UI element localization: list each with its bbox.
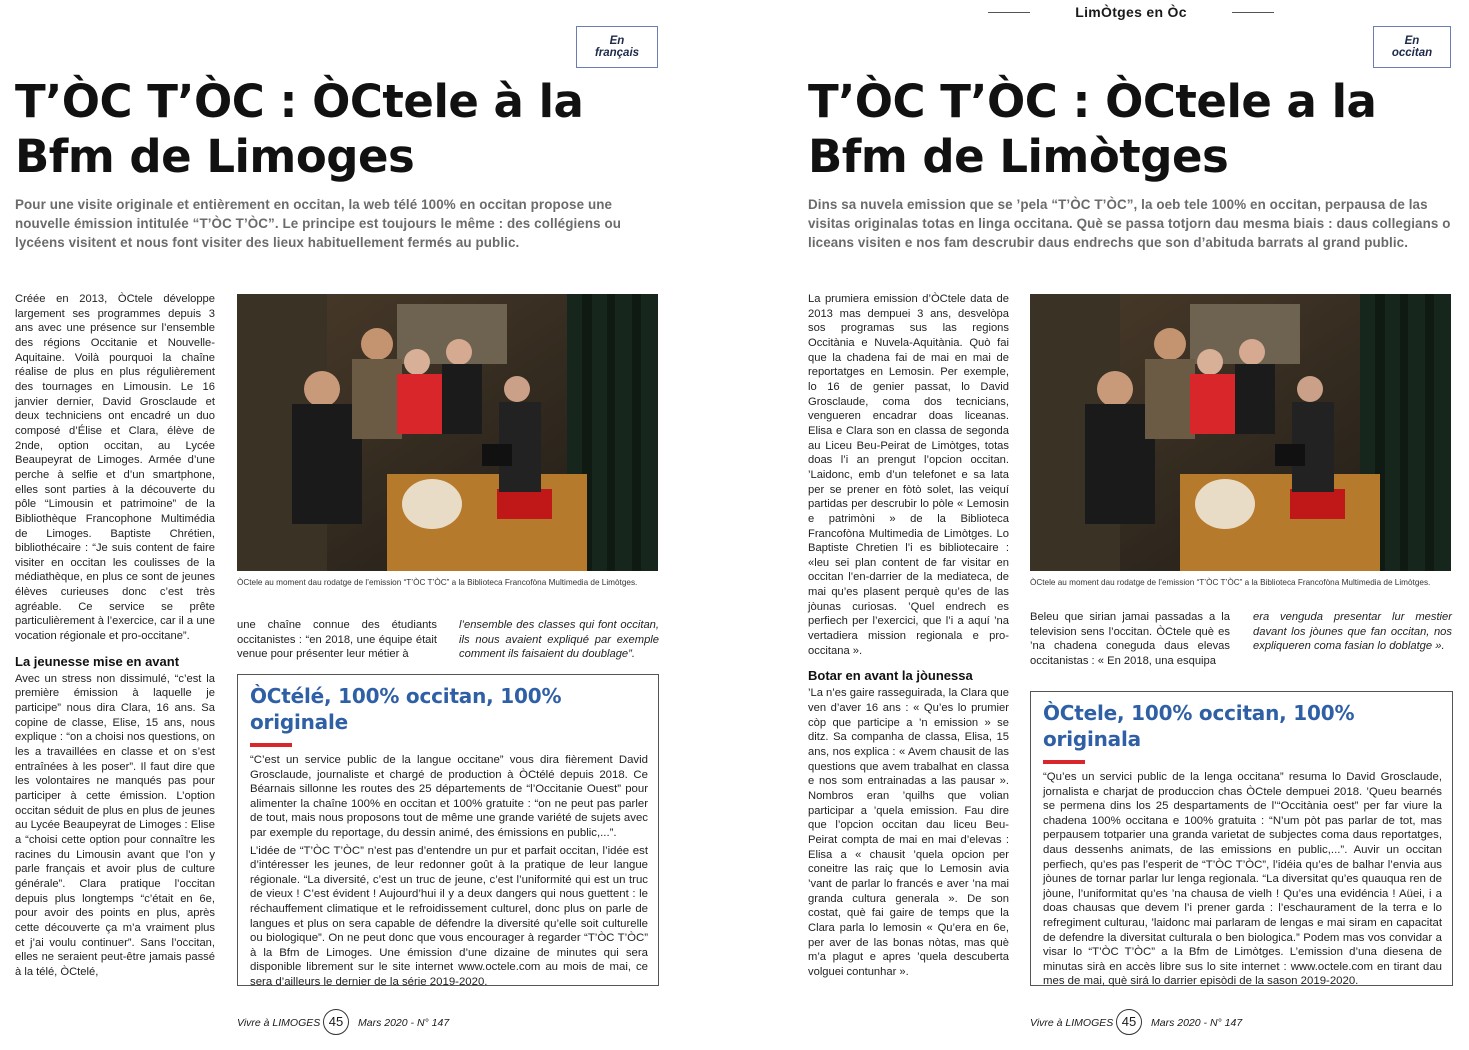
masthead-title: LimÒtges en Òc [1075, 4, 1187, 20]
body-paragraph: era venguda presentar lur mestier davant los jòunes que fan occitan, nos expliqueren coma fasian lo doblatge ». [1253, 611, 1452, 653]
photo-caption: ÒCtele au moment dau rodatge de l’emission “T’ÒC T’ÒC” a la Biblioteca Francofòna Multimedia de Limòtges. [237, 578, 638, 587]
article-lede: Pour une visite originale et entièrement en occitan, la web télé 100% en occitan propose une nouvelle émission intitulée “T’ÒC T’ÒC”. Le principe est toujours le même : des collégiens ou lycéens visitent et nous font visiter des lieux habituellement fermés au public. [15, 197, 622, 250]
article-column-1 [15, 292, 215, 980]
photo-illustration [237, 294, 658, 571]
right-page [735, 0, 1469, 1050]
article-headline: T’ÒC T’ÒC : ÒCtele a la Bfm de Limòtges [808, 75, 1377, 183]
page-footer [1030, 1008, 1290, 1038]
sidebar-box [237, 674, 659, 986]
footer-publication: Vivre à LIMOGES [237, 1017, 321, 1029]
page-number: 45 [1116, 1009, 1142, 1035]
footer-issue: Mars 2020 - N° 147 [1151, 1017, 1243, 1029]
article-headline: T’ÒC T’ÒC : ÒCtele à la Bfm de Limoges [15, 75, 584, 183]
page-footer [237, 1008, 497, 1038]
article-lede: Dins sa nuvela emission que se ’pela “T’ÒC T’ÒC”, la oeb tele 100% en occitan, perpausa de las visitas originalas totas en linga occitana. Què se passa totjorn dau mesma biais : daus collegians o liceans visiten e nos fam descrubir daus endrechs que son d’abituda barrats al grand public. [808, 197, 1451, 250]
article-photo [1030, 294, 1451, 571]
article-column-1 [808, 292, 1009, 980]
box-title: ÒCtélé, 100% occitan, 100% originale [250, 684, 562, 734]
red-rule [1043, 760, 1085, 764]
photo-caption: ÒCtele au moment dau rodatge de l’emission “T’ÒC T’ÒC” a la Biblioteca Francofòna Multimedia de Limòtges. [1030, 578, 1431, 587]
section-subhead: Botar en avant la jòunessa [808, 668, 973, 684]
footer-issue: Mars 2020 - N° 147 [358, 1017, 450, 1029]
section-masthead [988, 4, 1274, 24]
page-number: 45 [323, 1009, 349, 1035]
language-tag: En français [576, 26, 658, 68]
article-column-2 [1030, 610, 1230, 669]
article-photo [237, 294, 658, 571]
article-column-2 [237, 618, 437, 662]
body-paragraph: Créée en 2013, ÒCtele développe largement ses programmes depuis 3 ans avec une présence sur l’ensemble des régions Occitanie et Nouvelle-Aquitaine. Voilà pourquoi la chaîne réalise de plus en plus régulièrement des tournages en Limousin. Le 16 janvier dernier, David Grosclaude et deux techniciens ont encadré un duo composé d’Élise et Clara, élève de 2nde, option occitan, au Lycée Beaupeyrat de Limoges. Armée d’une perche à selfie et d’un smartphone, elles sont parties à la découverte du pôle “Limousin et patrimoine” de la Bibliothèque Francophone Multimédia de Limoges. Baptiste Chrétien, bibliothécaire : “Je suis content de faire visiter en occitan les coulisses de la médiathèque, en plus ce sont de jeunes élèves curieuses donc c’est très agréable. Ce service se prête particulièrement à l’exercice, car il a une vocation régionale et pro-occitane”. [15, 293, 215, 643]
body-paragraph: Avec un stress non dissimulé, “c’est la première émission à laquelle je participe” nous dira Clara, 16 ans. Sa copine de classe, Elise, 15 ans, nous explique : “on a choisi nos questions, on les a travaillées en classe et on s’est entraînées à les poser”. Il faut dire que les volontaires ne manqués pas pour participer à cette émission. L’option occitan séduit de plus en plus de jeunes au Lycée Beaupeyrat de Limoges : Elise a “choisi cette option pour connaître les racines du Limousin avant que l’on y parle français et avoir plus de culture générale”. Clara pratique l’occitan depuis plus longtemps “c’était en 6e, pour avoir des points en plus, après cette découverte ça m’a vraiment plus et j’ai voulu continuer”. Sans l’occitan, elles ne seraient peut-être jamais passé à la télé, ÒCtelé, [15, 672, 215, 978]
box-body [250, 753, 648, 990]
box-body [1043, 770, 1442, 989]
article-column-3 [1253, 610, 1452, 654]
red-rule [250, 743, 292, 747]
body-paragraph: Beleu que sirian jamai passadas a la television sens l’occitan. ÒCtele què es ’na chadena coneguda daus elevas occitanistas : « En 2018, una esquipa [1030, 611, 1230, 667]
photo-illustration [1030, 294, 1451, 571]
article-column-3 [459, 618, 659, 662]
footer-publication: Vivre à LIMOGES [1030, 1017, 1114, 1029]
body-paragraph: La prumiera emission d’ÒCtele data de 2013 mas dempuei 3 ans, desvelòpa sos programas sus las regions Occitània e Nuvela-Aquitània. Quò fai que la chadena fai de mai en mai de reportatges en Lemosin. Per exemple, lo 16 de genier passat, lo David Grosclaude, coma dos tecnicians, vengueren encadrar doas liceanas. Elisa e Clara son en classa de segonda au Liceu Beu-Peirat de Limòtges, totas doas l’i an prengut l’opcion occitan. ’Laidonc, emb d’un telefonet e sa lata per se prener en fòtò solet, las veiquí partidas per descrubir lo pòle « Lemosin e patrimòni » de la Biblioteca Francofòna Multimedia de Limòtges. Lo Baptiste Chretien l’i es bibliotecaire : «leu sei plan content de far visitar en occitan l’en-darrier de la mediateca, de mai qu’es plasent perquè qu’es de las jòunas curiosas. ’Quel endrech es perfiech per l’exercici, que l’i a aquí ’na vertadiera mission regionala e pro-occitana ». [808, 293, 1009, 657]
box-paragraph: L’idée de “T’ÒC T’ÒC” n’est pas d’entendre un pur et parfait occitan, l’idée est d’intéresser les jeunes, de leur redonner goût à la pratique de leur langue régionale. “La diversité, c’est un truc de jeune, c’est l’uniformité qui est un truc de vieux ! C’est évident ! Aujourd’hui il y a deux dangers qui nous guettent : le réchauffement climatique et le refroidissement culturel, donc plus on parle de langues et plus on sera capable de défendre la diversité qu’elle soit culturelle ou biologique”. On ne peut donc que vous encourager à regarder “T’ÒC T’ÒC” à la Bfm de Limoges. Une émission d’une dizaine de minutes qui sera disponible librement sur le site internet www.octele.com au mois de mai, ce sera d’ailleurs le dernier de la série 2019-2020. [250, 844, 648, 988]
left-page [0, 0, 734, 1050]
box-title: ÒCtele, 100% occitan, 100% originala [1043, 701, 1355, 751]
body-paragraph: ’La n’es gaire rasseguirada, la Clara que ven d’aver 16 ans : « Qu’es lo prumier còp que participe a ’n emission » se ditz. Sa companha de classa, Elisa, 15 ans, nos explica : « Avem chausit de las questions que avem trabalhat en classa e nos som entrainadas a las pausar ». Nombros eran ’quilhs que volian participar a ’quela emission. Fau dire que l’opcion occitan dau liceu Beu-Peirat compta de mai en mai d’elevas : Elisa a « chausit ’quela opcion per coneitre las raiç que lo Lemosin avia ’vant de parlar lo francés e aver ’na mai granda cultura generala ». De son costat, què fai gaire de temps que la Clara parla lo lemosin « Qu’era en 6e, per aver de las bonas nòtas, mas què m’a plagut e apres ’quela descuberta volguei contunhar ». [808, 687, 1009, 978]
body-paragraph: l’ensemble des classes qui font occitan, ils nous avaient expliqué par exemple comment ils faisaient du doublage”. [459, 619, 659, 661]
language-tag: En occitan [1373, 26, 1451, 68]
sidebar-box [1030, 691, 1453, 986]
box-paragraph: “C’est un service public de la langue occitane” vous dira fièrement David Grosclaude, journaliste et chargé de production à ÒCtélé depuis 2018. Ce Béarnais sillonne les routes des 25 départements de “l’Occitanie Ouest” pour alimenter la chaîne 100% en occitan et 100% gratuite : “on ne peut pas parler de tout, mais nous proposons tout de même une grande variété de sujets avec par exemple du reportage, du dessin animé, des émissions en public,...”. [250, 754, 648, 839]
box-paragraph: “Qu’es un servici public de la lenga occitana” resuma lo David Grosclaude, jornalista e charjat de produccion chas ÒCtele dempuei 2018. ’Queu bearnés se permena dins los 25 despartaments de l’“Occitània oest” per far viure la chadena 100% occitana e 100% gratuita : “N’um pòt pas parlar de tot, mas perpausem totparier una granda varietat de subjectes coma daus reportatges, daus dessenhs animats, de las emissions en public,...”. Auvir un occitan perfiech, qu’es pas l’esperit de “T’ÒC T’ÒC”, l’idéia qu’es de balhar l’envia aus jòunes de tornar parlar lur lenga regionala. “La diversitat qu’es quauqua ren de jòune, l’uniformitat qu’es ’na chausa de vielh ! Qu’es una evidéncia ! Aüei, i a doas chausas que devem l’i prener garda : l’eschaurament de la terra e lo refregiment culturau, ’laidonc mai parlaram de lengas e mai siram en capacitat de defendre la diversitat culturala o ben biologica.” Podem mas vos convidar a visar lo “T’ÒC T’ÒC” a la Bfm de Limòtges. L’emission d’una diesena de minutas sirà en accès libre sus lo site internet : www.octele.com en tirant dau mes de mai, què sirá lo darrier episòdi de la sason 2019-2020. [1043, 771, 1442, 988]
masthead-rule [1232, 12, 1274, 13]
section-subhead: La jeunesse mise en avant [15, 653, 180, 669]
body-paragraph: une chaîne connue des étudiants occitanistes : “en 2018, une équipe était venue pour présenter leur métier à [237, 619, 437, 661]
